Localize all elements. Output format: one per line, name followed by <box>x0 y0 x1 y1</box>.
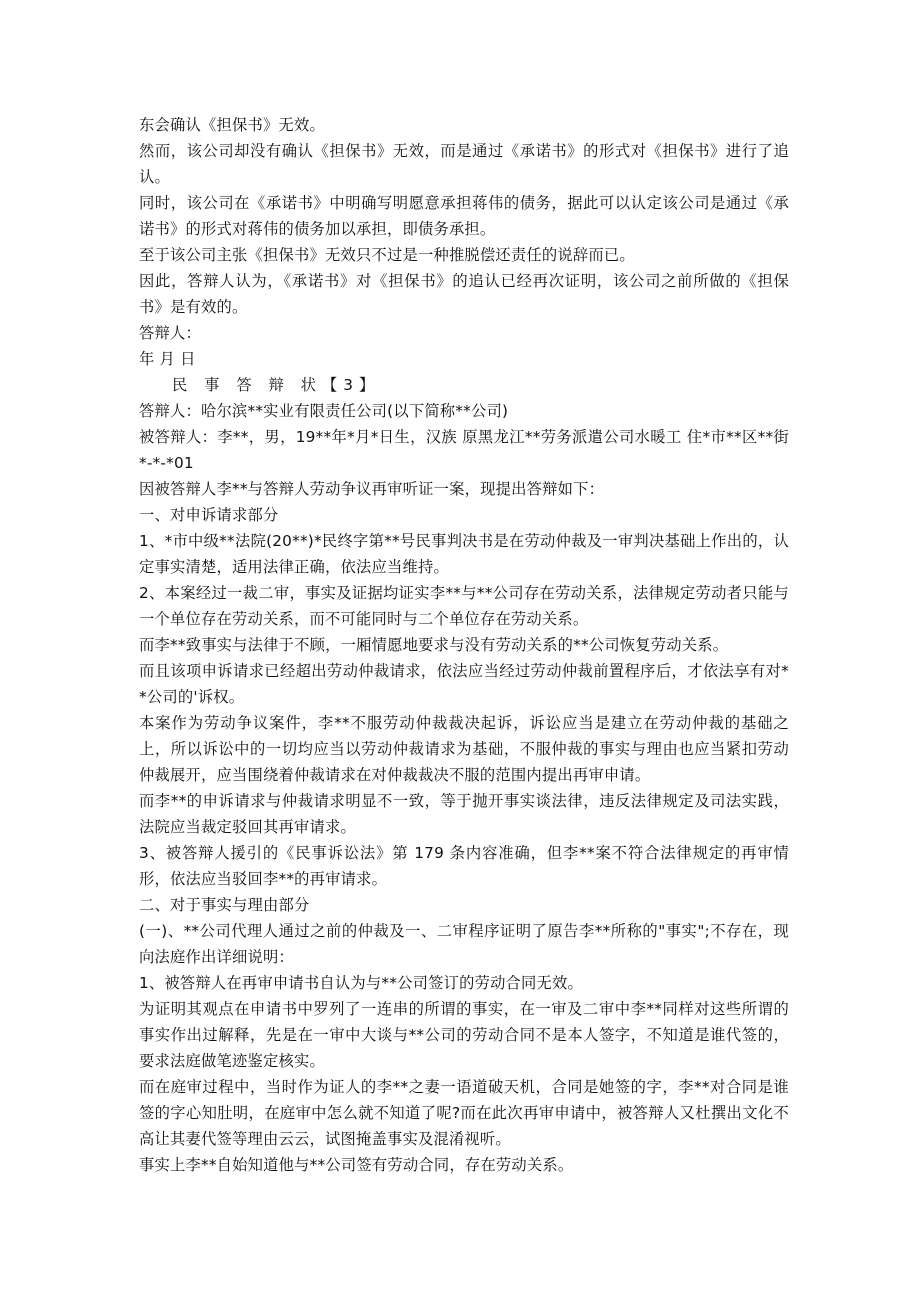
paragraph: 1、被答辩人在再审申请书自认为与**公司签订的劳动合同无效。 <box>139 974 584 992</box>
paragraph: 东会确认《担保书》无效。 <box>139 116 325 134</box>
paragraph: 为证明其观点在申请书中罗列了一连串的所谓的事实，在一审及二审中李**同样对这些所谓的事实作出过解释，先是在一审中大谈与**公司的劳动合同不是本人签字，不知道是谁代签的，要求法庭做笔迹鉴定核实。 <box>139 1000 789 1070</box>
paragraph: 同时，该公司在《承诺书》中明确写明愿意承担蒋伟的债务，据此可以认定该公司是通过《承诺书》的形式对蒋伟的债务加以承担，即债务承担。 <box>139 194 789 238</box>
signature-label: 答辩人： <box>139 324 201 342</box>
paragraph: 被答辩人：李**，男，19**年*月*日生，汉族 原黑龙江**劳务派遣公司水暖工 住*市**区**街*-*-*01 <box>139 428 789 472</box>
paragraph: 因此，答辩人认为，《承诺书》对《担保书》的追认已经再次证明，该公司之前所做的《担保书》是有效的。 <box>139 272 789 316</box>
section-title: 民 事 答 辩 状【3】 <box>172 376 381 394</box>
paragraph: 而在庭审过程中，当时作为证人的李**之妻一语道破天机，合同是她签的字，李**对合同是谁签的字心知肚明，在庭审中怎么就不知道了呢?而在此次再审申请中，被答辩人又杜撰出文化不高让其妻代签等理由云云，试图掩盖事实及混淆视听。 <box>139 1078 789 1148</box>
paragraph: 1、*市中级**法院(20**)*民终字第**号民事判决书是在劳动仲裁及一审判决基础上作出的，认定事实清楚，适用法律正确，依法应当维持。 <box>139 532 789 576</box>
paragraph: 而且该项申诉请求已经超出劳动仲裁请求，依法应当经过劳动仲裁前置程序后，才依法享有对**公司的'诉权。 <box>139 662 789 706</box>
paragraph: 3、被答辩人援引的《民事诉讼法》第 179 条内容准确，但李**案不符合法律规定的再审情形，依法应当驳回李**的再审请求。 <box>139 844 789 888</box>
paragraph: 事实上李**自始知道他与**公司签有劳动合同，存在劳动关系。 <box>139 1156 574 1174</box>
paragraph: 本案作为劳动争议案件，李**不服劳动仲裁裁决起诉，诉讼应当是建立在劳动仲裁的基础之上，所以诉讼中的一切均应当以劳动仲裁请求为基础，不服仲裁的事实与理由也应当紧扣劳动仲裁展开，应当围绕着仲裁请求在对仲裁裁决不服的范围内提出再审申请。 <box>139 714 789 784</box>
paragraph: 2、本案经过一裁二审，事实及证据均证实李**与**公司存在劳动关系，法律规定劳动者只能与一个单位存在劳动关系，而不可能同时与二个单位存在劳动关系。 <box>139 584 789 628</box>
section-heading: 二、对于事实与理由部分 <box>139 896 310 914</box>
paragraph: 至于该公司主张《担保书》无效只不过是一种推脱偿还责任的说辞而已。 <box>139 246 635 264</box>
date-line: 年 月 日 <box>139 350 196 368</box>
section-heading: 一、对申诉请求部分 <box>139 506 279 524</box>
paragraph: 然而，该公司却没有确认《担保书》无效，而是通过《承诺书》的形式对《担保书》进行了追认。 <box>139 142 789 186</box>
paragraph: 答辩人：哈尔滨**实业有限责任公司(以下简称**公司) <box>139 402 509 420</box>
document-body <box>139 112 789 1178</box>
paragraph: (一)、**公司代理人通过之前的仲裁及一、二审程序证明了原告李**所称的"事实";不存在，现向法庭作出详细说明： <box>139 922 789 966</box>
paragraph: 而李**致事实与法律于不顾，一厢情愿地要求与没有劳动关系的**公司恢复劳动关系。 <box>139 636 729 654</box>
paragraph: 而李**的申诉请求与仲裁请求明显不一致，等于抛开事实谈法律，违反法律规定及司法实践，法院应当裁定驳回其再审请求。 <box>139 792 789 836</box>
paragraph: 因被答辩人李**与答辩人劳动争议再审听证一案，现提出答辩如下： <box>139 480 605 498</box>
